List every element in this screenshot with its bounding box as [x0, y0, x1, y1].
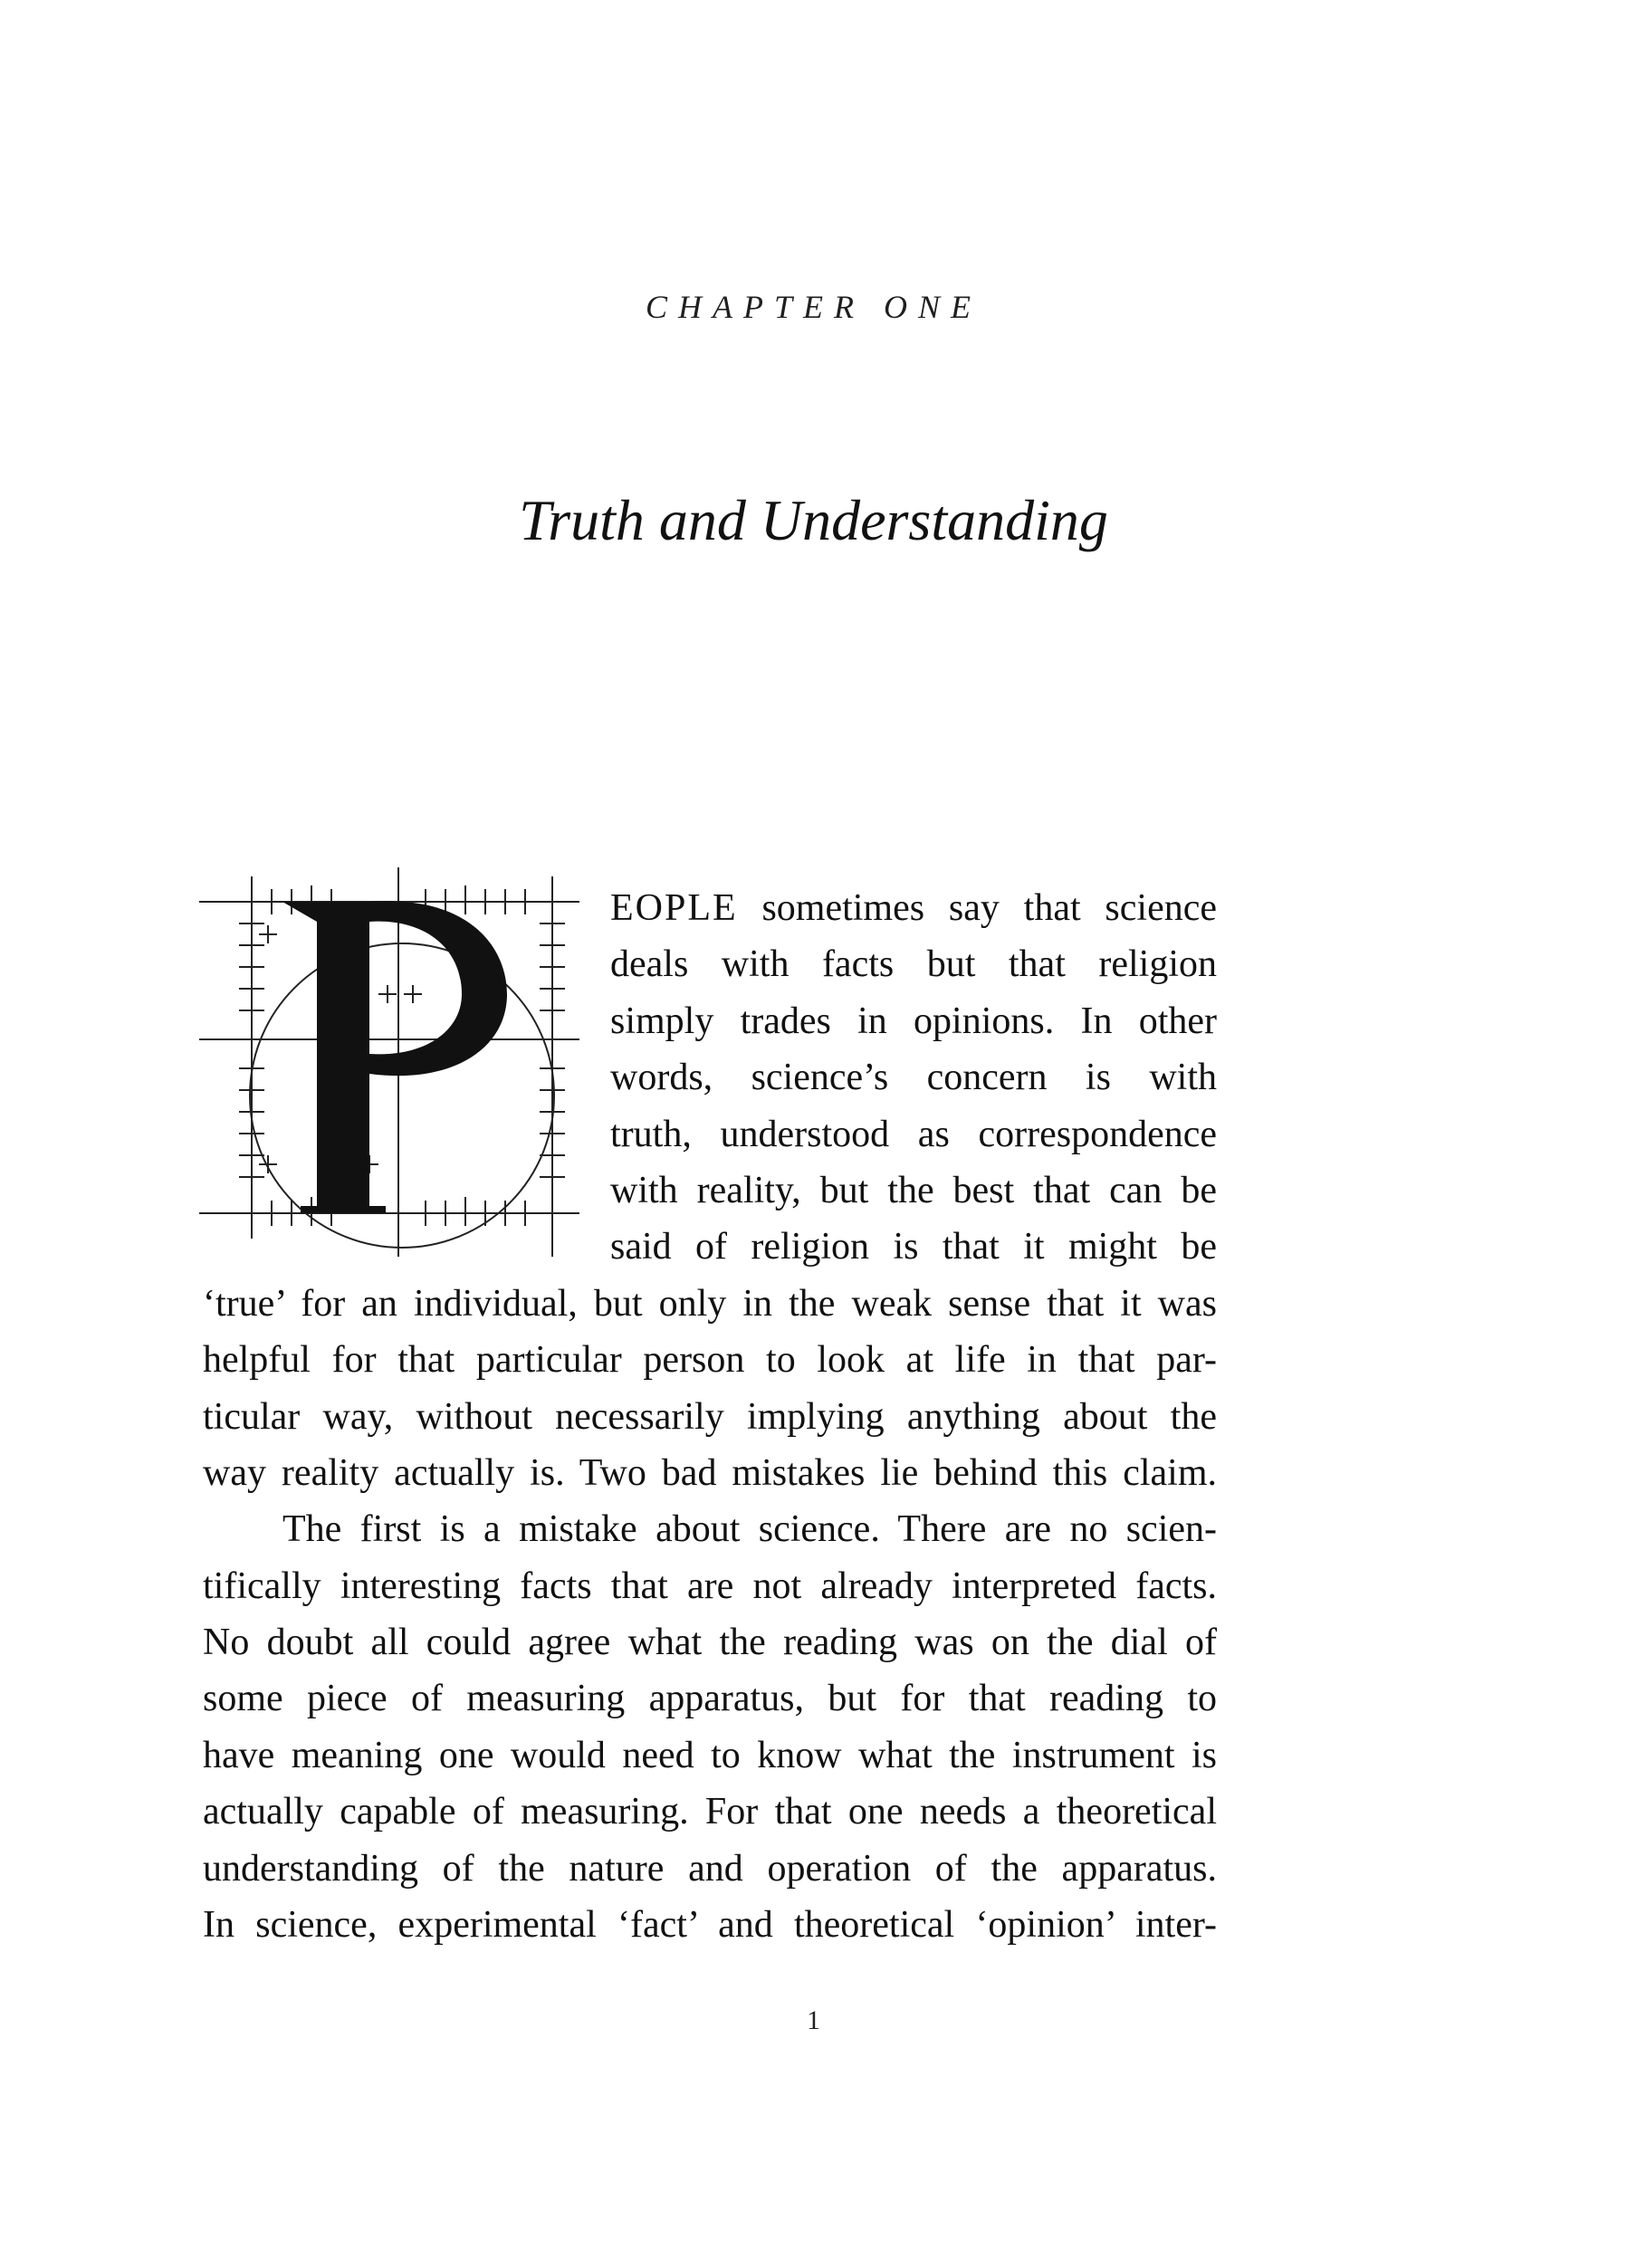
text-line: understanding of the nature and operation of the apparatus.	[203, 1847, 1217, 1890]
text-line: tifically interesting facts that are not already interpreted facts.	[203, 1565, 1217, 1607]
text-line: ticular way, without necessarily implying anything about the	[203, 1395, 1217, 1438]
text-line: words, science’s concern is with	[610, 1057, 1217, 1099]
text-line: The first is a mistake about science. There are no scien-	[282, 1508, 1217, 1551]
text-line: way reality actually is. Two bad mistakes lie behind this claim.	[203, 1451, 1217, 1494]
text-line: actually capable of measuring. For that one needs a theoretical	[203, 1791, 1217, 1833]
page-number: 1	[807, 2005, 820, 2035]
text-line: truth, understood as correspondence	[610, 1113, 1217, 1155]
drop-cap-lead-text: EOPLE	[610, 887, 738, 929]
text-line: No doubt all could agree what the reading was on the dial of	[203, 1622, 1217, 1664]
chapter-label: CHAPTER ONE	[646, 289, 981, 325]
text-line: some piece of measuring apparatus, but for that reading to	[203, 1678, 1217, 1720]
text-line	[203, 880, 1217, 936]
text-line: deals with facts but that religion	[610, 943, 1217, 986]
text-line: helpful for that particular person to look at life in that par-	[203, 1339, 1217, 1382]
line-rest: sometimes say that science	[737, 887, 1217, 929]
text-line: said of religion is that it might be	[610, 1226, 1217, 1268]
text-line: In science, experimental ‘fact’ and theoretical ‘opinion’ inter-	[203, 1904, 1217, 1947]
chapter-title: Truth and Understanding	[519, 488, 1108, 552]
text-line: have meaning one would need to know what the instrument is	[203, 1734, 1217, 1776]
text-line: ‘true’ for an individual, but only in the weak sense that it was	[203, 1282, 1217, 1325]
text-line: simply trades in opinions. In other	[610, 1000, 1217, 1042]
text-line: with reality, but the best that can be	[610, 1169, 1217, 1211]
body-text	[203, 880, 1217, 1953]
